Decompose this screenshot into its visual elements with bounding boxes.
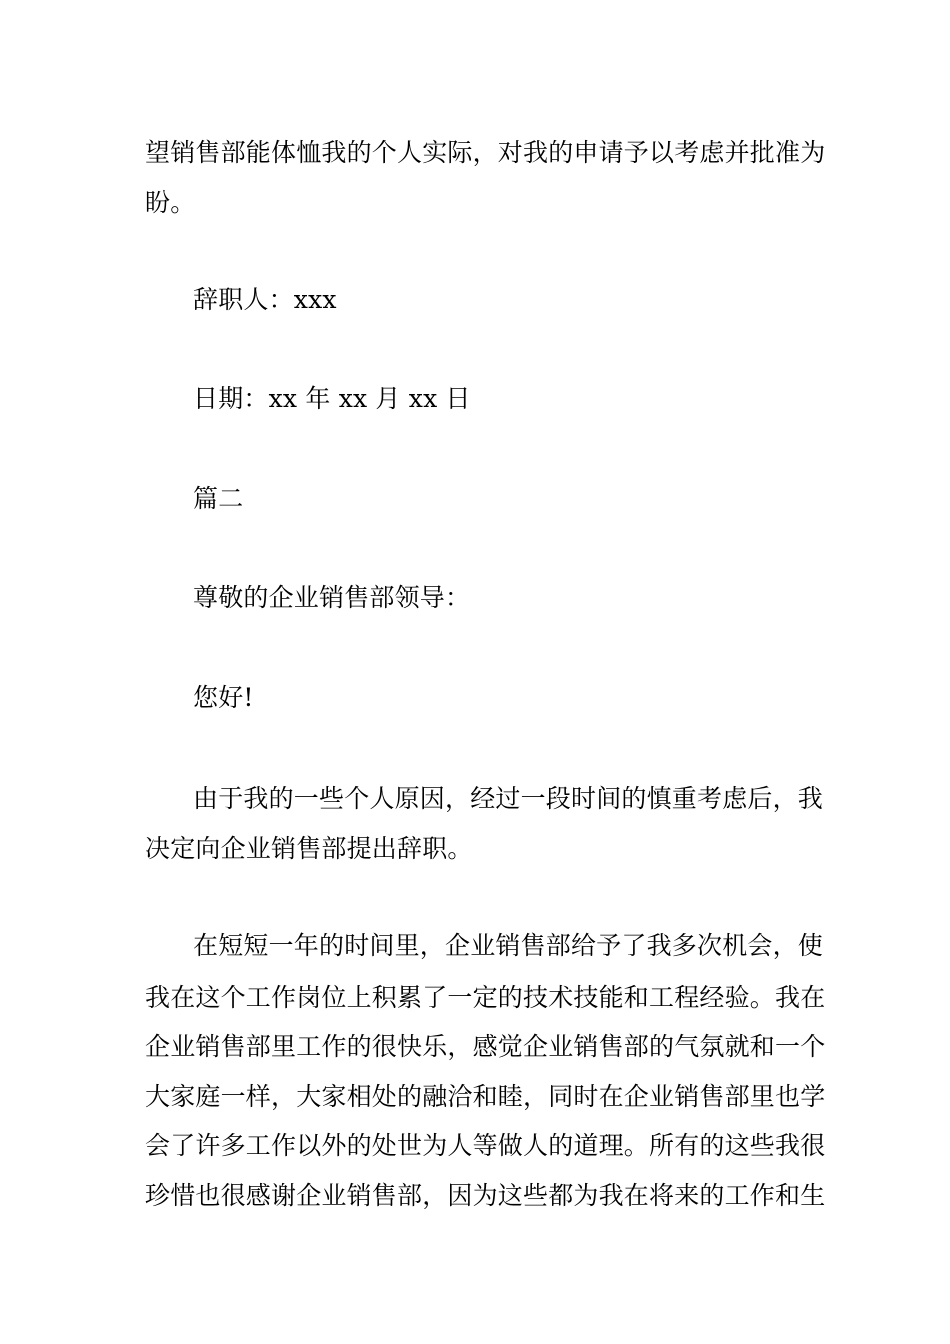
resigner-line: 辞职人：xxx bbox=[193, 285, 337, 314]
section-heading: 篇二 bbox=[193, 484, 244, 513]
date-line: 日期：xx 年 xx 月 xx 日 bbox=[193, 384, 471, 413]
text-line: 珍惜也很感谢企业销售部，因为这些都为我在将来的工作和生 bbox=[145, 1181, 826, 1210]
text-line: 决定向企业销售部提出辞职。 bbox=[145, 834, 473, 863]
text-line: 盼。 bbox=[145, 188, 196, 217]
text-line: 望销售部能体恤我的个人实际，对我的申请予以考虑并批准为 bbox=[145, 138, 826, 167]
text-line: 企业销售部里工作的很快乐，感觉企业销售部的气氛就和一个 bbox=[145, 1032, 826, 1061]
text-line: 在短短一年的时间里，企业销售部给予了我多次机会，使 bbox=[193, 931, 824, 960]
text-line: 我在这个工作岗位上积累了一定的技术技能和工程经验。我在 bbox=[145, 983, 826, 1012]
greeting: 您好! bbox=[193, 683, 254, 712]
text-line: 会了许多工作以外的处世为人等做人的道理。所有的这些我很 bbox=[145, 1131, 826, 1160]
salutation: 尊敬的企业销售部领导： bbox=[193, 583, 471, 612]
text-line: 大家庭一样，大家相处的融洽和睦，同时在企业销售部里也学 bbox=[145, 1082, 826, 1111]
text-line: 由于我的一些个人原因，经过一段时间的慎重考虑后，我 bbox=[193, 784, 824, 813]
